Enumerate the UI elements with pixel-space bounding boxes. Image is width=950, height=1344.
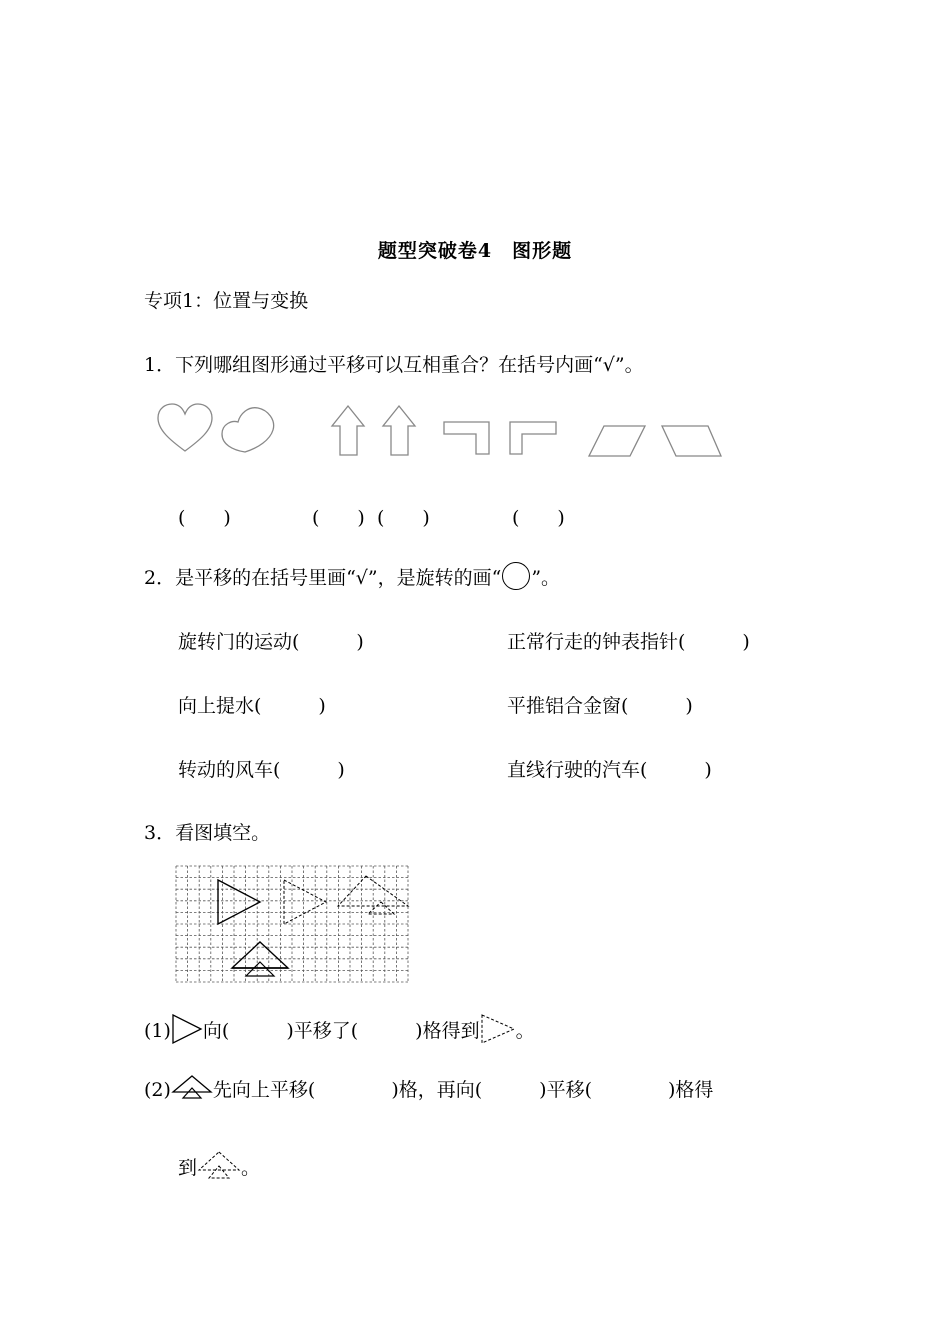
q2-item-lifting-water[interactable]: 向上提水( ) — [178, 695, 326, 717]
q3-sub2-number: (2) — [144, 1079, 171, 1101]
page-title: 题型突破卷4 图形题 — [377, 240, 573, 262]
question-2-text — [144, 562, 560, 590]
q3-sub1-text[interactable]: 向( )平移了( )格得到 — [202, 1020, 480, 1042]
q3-sub2 — [144, 1074, 713, 1102]
q2-item-revolving-door[interactable]: 旋转门的运动( ) — [178, 631, 364, 653]
up-arrow-shape-2 — [383, 406, 415, 455]
right-triangle-dashed-icon — [480, 1013, 516, 1043]
q3-sub2-to: 到 — [178, 1157, 198, 1179]
q1-answer-paren-3[interactable]: ( ) — [377, 507, 430, 529]
l-shape-2 — [510, 422, 556, 454]
grid-small-triangle — [246, 962, 274, 976]
heart-shape-upright — [158, 404, 212, 451]
grid-triangle-right-dashed — [284, 880, 326, 924]
l-shape-1 — [444, 422, 489, 454]
q2-item-windmill[interactable]: 转动的风车( ) — [178, 759, 345, 781]
q1-shapes — [0, 400, 950, 500]
up-triangle-dashed-icon — [197, 1150, 241, 1180]
q3-sub2-end: 。 — [241, 1157, 261, 1179]
question-3-text: 3．看图填空。 — [144, 822, 271, 844]
question-2-text-a: 2．是平移的在括号里画“√”，是旋转的画“ — [144, 567, 502, 589]
q1-answer-paren-1[interactable]: ( ) — [178, 507, 231, 529]
section-heading: 专项1：位置与变换 — [144, 290, 309, 312]
parallelogram-shape-2 — [662, 426, 721, 456]
up-triangle-icon — [171, 1074, 213, 1100]
question-1-text: 1．下列哪组图形通过平移可以互相重合？在括号内画“√”。 — [144, 354, 644, 376]
grid-triangle-up — [232, 942, 288, 968]
circle-icon — [502, 562, 530, 590]
up-arrow-shape-1 — [332, 406, 364, 455]
q3-sub1-number: (1) — [144, 1020, 171, 1042]
q3-sub2-continued — [178, 1150, 260, 1180]
question-2-text-b: ”。 — [531, 567, 561, 589]
q2-item-sliding-window[interactable]: 平推铝合金窗( ) — [507, 695, 693, 717]
q3-grid-figure — [176, 866, 408, 982]
q2-item-car[interactable]: 直线行驶的汽车( ) — [507, 759, 712, 781]
parallelogram-shape-1 — [589, 426, 645, 456]
q1-answer-paren-2[interactable]: ( ) — [312, 507, 365, 529]
grid-triangle-right — [218, 880, 260, 924]
q2-item-clock-hands[interactable]: 正常行走的钟表指针( ) — [507, 631, 750, 653]
q3-sub1 — [144, 1013, 535, 1043]
q1-answer-paren-4[interactable]: ( ) — [512, 507, 565, 529]
q3-sub1-end: 。 — [515, 1020, 535, 1042]
right-triangle-icon — [171, 1013, 203, 1043]
heart-shape-tilted — [222, 408, 274, 452]
q3-sub2-text[interactable]: 先向上平移( )格，再向( )平移( )格得 — [212, 1079, 714, 1101]
